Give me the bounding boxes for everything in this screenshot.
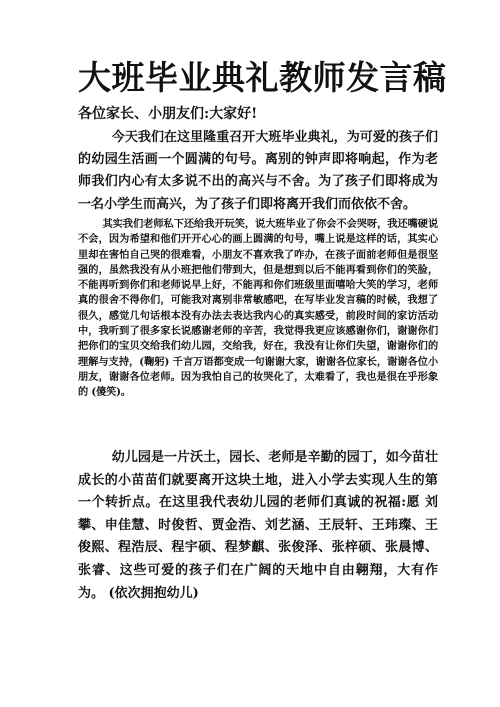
paragraph-personal-remarks: 其实我们老师私下还给我开玩笑，说大班毕业了你会不会哭呀，我还嘴硬说不会，因为希望和他们开开心心的画上圆满的句号，嘴上说是这样的话，其实心里却在害怕自己哭的很难看，小朋友不喜欢我了咋办，在孩子面前老师但是很坚强的，虽然我没有从小班把他们带到大，但是想到以后不能再看到你们的笑脸，不能再听到你们和老师说早上好，不能再和你们班级里面嘻哈大笑的学习，老师真的很舍不得你们，可能我对离别非常敏感吧，在写毕业发言稿的时候，我想了很久，感觉几句话根本没有办法去表达我内心的真实感受，前段时间的家访活动中，我听到了很多家长说感谢老师的辛苦，我觉得我更应该感谢你们，谢谢你们把你们的宝贝交给我们幼儿园，交给我，好在，我没有让你们失望，谢谢你们的理解与支持，(鞠躬) 千言万语都变成一句谢谢大家，谢谢各位家长，谢谢各位小朋友，谢谢各位老师。因为我怕自己的妆哭化了，太难看了，我也是很在乎形象的 (傻笑)。 bbox=[78, 218, 438, 399]
document-title: 大班毕业典礼教师发言稿 bbox=[78, 58, 447, 97]
paragraph-blessing: 幼儿园是一片沃土，园长、老师是辛勤的园丁，如今苗壮成长的小苗苗们就要离开这块土地，进入小学去实现人生的第一个转折点。在这里我代表幼儿园的老师们真诚的祝福:愿 刘攀、申佳慧、时俊哲、贾金浩、刘艺涵、王辰轩、王玮璨、王俊熙、程浩辰、程宇硕、程梦麒、张俊泽、张梓硕、张晨博、张睿、这些可爱的孩子们在广阔的天地中自由翱翔，大有作为。 (依次拥抱幼儿) bbox=[78, 450, 438, 601]
greeting-line: 各位家长、小朋友们:大家好! bbox=[78, 106, 258, 122]
paragraph-opening: 今天我们在这里隆重召开大班毕业典礼，为可爱的孩子们的幼园生活画一个圆满的句号。离别的钟声即将响起，作为老师我们内心有太多说不出的高兴与不舍。为了孩子们即将成为一名小学生而高兴，为了孩子们即将离开我们而依依不舍。 bbox=[78, 130, 438, 212]
